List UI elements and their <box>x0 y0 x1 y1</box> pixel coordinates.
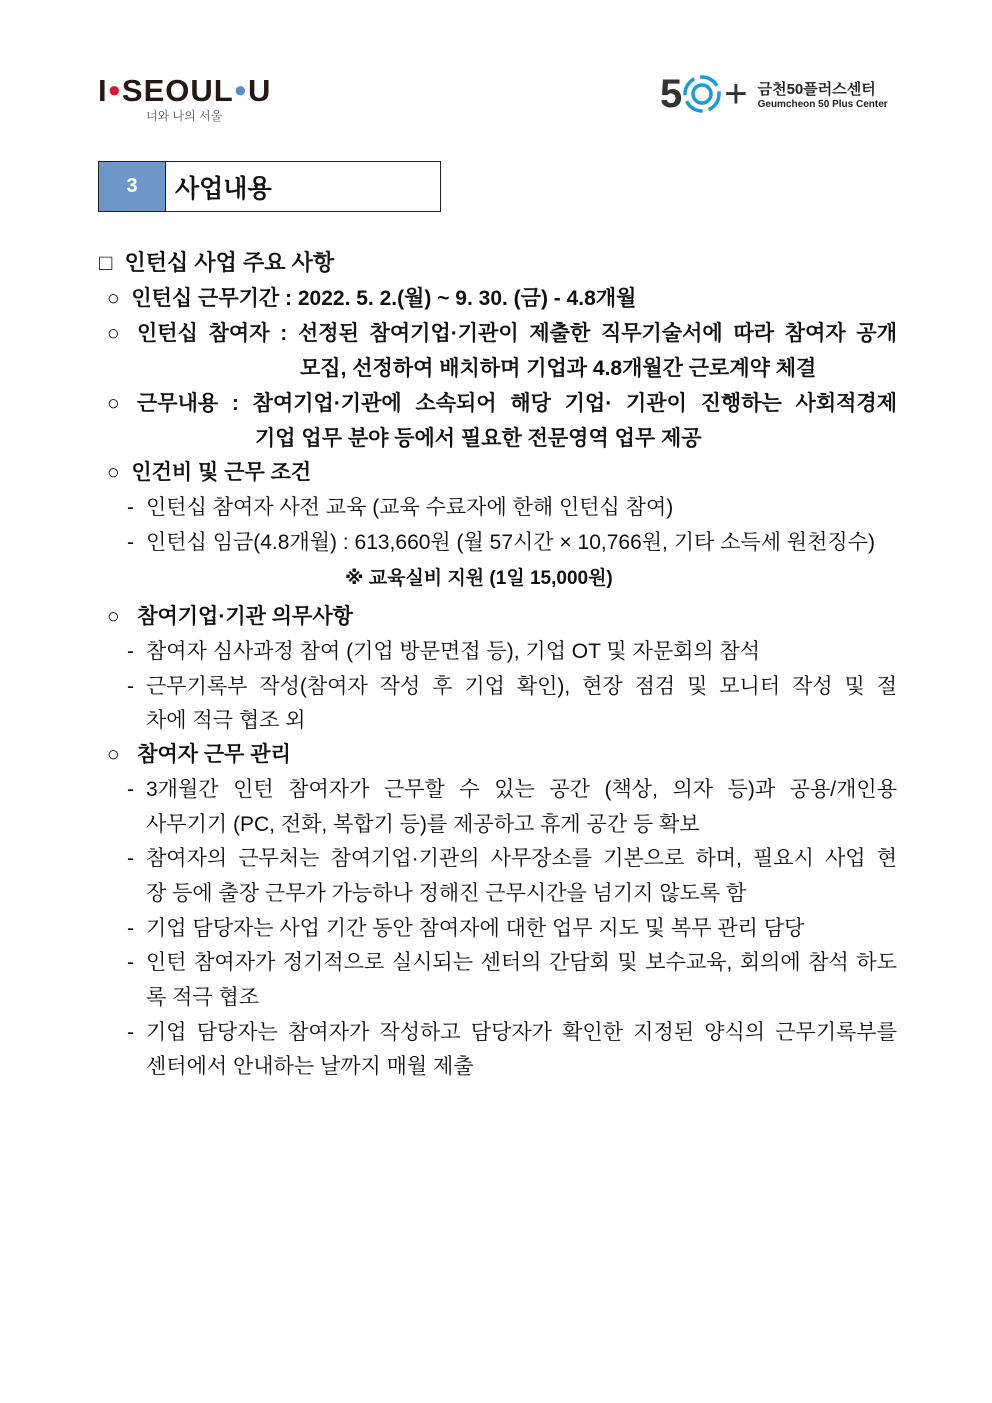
manage-sub-5: 기업 담당자는 참여자가 작성하고 담당자가 확인한 지정된 양식의 근무기록부를 <box>146 1021 897 1044</box>
dash: - <box>127 847 134 870</box>
bullet: ○ <box>107 392 120 415</box>
manage-sub-1-cont: 사무기기 (PC, 전화, 복합기 등)를 제공하고 휴게 공간 등 확보 <box>146 813 700 836</box>
manage-sub-2-cont: 장 등에 출장 근무가 가능하나 정해진 근무시간을 넘기지 않도록 함 <box>146 882 747 905</box>
heading: □ 인턴십 사업 주요 사항 <box>99 250 335 275</box>
item-manage: ○ 참여자 근무 관리 <box>107 743 291 766</box>
section-header <box>98 161 441 212</box>
duty-sub-1: 참여자 심사과정 참여 (기업 방문면접 등), 기업 OT 및 자문회의 참석 <box>146 640 761 663</box>
dash: - <box>127 496 134 519</box>
manage-sub-4: 인턴 참여자가 정기적으로 실시되는 센터의 간담회 및 보수교육, 회의에 참석 하도 <box>146 951 897 974</box>
item-participant: 인턴십 참여자 : 선정된 참여기업·기관이 제출한 직무기술서에 따라 참여자 공개 <box>137 322 897 345</box>
cost-note: ※ 교육실비 지원 (1일 15,000원) <box>345 568 613 589</box>
center-logo: 5 + 금천50플러스센터 Geumcheon 50 Plus Center <box>660 72 888 116</box>
item-cost: ○ 인건비 및 근무 조건 <box>107 461 312 484</box>
dash: - <box>127 531 134 554</box>
manage-sub-1: 3개월간 인턴 참여자가 근무할 수 있는 공간 (책상, 의자 등)과 공용/개인용 <box>146 778 897 801</box>
dash: - <box>127 1021 134 1044</box>
seoul-tagline: 너와 나의 서울 <box>146 109 223 123</box>
dash: - <box>127 640 134 663</box>
dash: - <box>127 778 134 801</box>
manage-sub-5-cont: 센터에서 안내하는 날까지 매월 제출 <box>146 1055 474 1078</box>
section-number: 3 <box>99 162 166 211</box>
dash: - <box>127 917 134 940</box>
dash: - <box>127 675 134 698</box>
item-work: 근무내용 : 참여기업·기관에 소속되어 해당 기업· 기관이 진행하는 사회적경제 <box>137 392 897 415</box>
item-work-cont: 기업 업무 분야 등에서 필요한 전문영역 업무 제공 <box>255 427 702 450</box>
duty-sub-2-cont: 차에 적극 협조 외 <box>146 709 306 732</box>
seoul-logo: I●SEOUL●U <box>98 73 272 108</box>
ring-icon <box>682 74 722 114</box>
dash: - <box>127 951 134 974</box>
manage-sub-2: 참여자의 근무처는 참여기업·기관의 사무장소를 기본으로 하며, 필요시 사업 현 <box>146 847 897 870</box>
bullet: ○ <box>107 322 120 345</box>
item-period: ○ 인턴십 근무기간 : 2022. 5. 2.(월) ~ 9. 30. (금) - 4.8개월 <box>107 287 637 310</box>
section-title: 사업내용 <box>175 174 272 203</box>
item-participant-cont: 모집, 선정하여 배치하며 기업과 4.8개월간 근로계약 체결 <box>300 357 817 380</box>
cost-sub-1: 인턴십 참여자 사전 교육 (교육 수료자에 한해 인턴십 참여) <box>146 496 674 519</box>
duty-sub-2: 근무기록부 작성(참여자 작성 후 기업 확인), 현장 점검 및 모니터 작성 및 절 <box>146 675 897 698</box>
item-duty: ○ 참여기업·기관 의무사항 <box>107 605 353 628</box>
manage-sub-3: 기업 담당자는 사업 기간 동안 참여자에 대한 업무 지도 및 복무 관리 담당 <box>146 917 805 940</box>
cost-sub-2: 인턴십 임금(4.8개월) : 613,660원 (월 57시간 × 10,766원, 기타 소득세 원천징수) <box>146 531 875 554</box>
manage-sub-4-cont: 록 적극 협조 <box>146 986 260 1009</box>
